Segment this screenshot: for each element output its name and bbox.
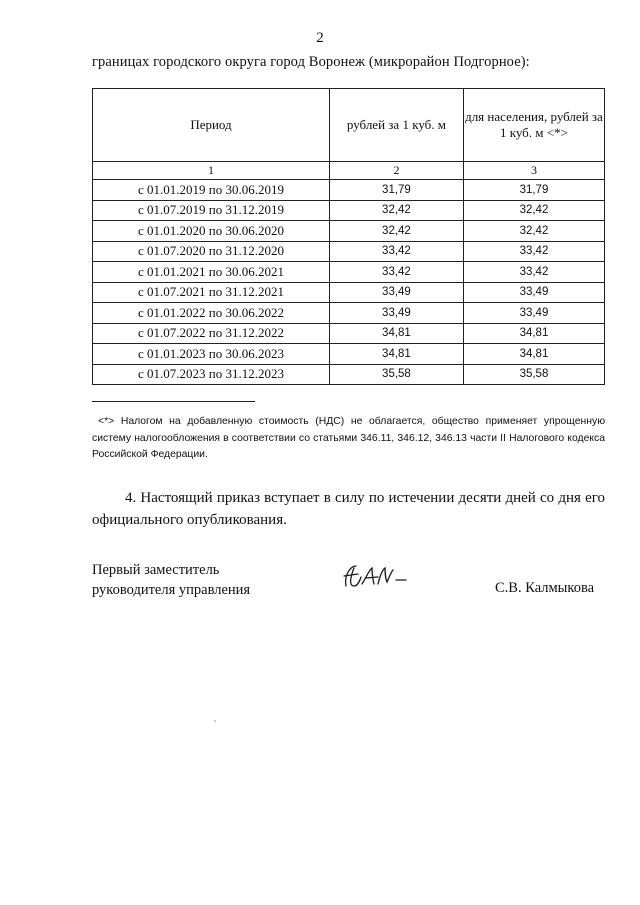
column-number-row (93, 162, 605, 180)
population-rate-cell: 32,42 (463, 200, 604, 221)
scan-speck (214, 720, 216, 722)
signer-title (92, 561, 250, 600)
period-cell: с 01.01.2023 по 30.06.2023 (93, 344, 330, 365)
signer-title-line: руководителя управления (92, 581, 251, 598)
signer-name: С.В. Калмыкова (495, 580, 595, 596)
handwritten-signature (336, 560, 416, 594)
population-rate-cell: 31,79 (463, 180, 604, 201)
order-paragraph: 4. Настоящий приказ вступает в силу по истечении десяти дней со дня его официального опубликования. (92, 490, 605, 528)
signer-title-line: Первый заместитель (92, 562, 220, 578)
rate-cell: 31,79 (329, 180, 463, 201)
period-cell: с 01.01.2021 по 30.06.2021 (93, 262, 330, 283)
period-cell: с 01.01.2020 по 30.06.2020 (93, 221, 330, 242)
period-cell: с 01.07.2023 по 31.12.2023 (93, 364, 330, 385)
table-row (93, 364, 605, 385)
page-number: 2 (316, 30, 324, 46)
rate-cell: 34,81 (329, 344, 463, 365)
period-cell: с 01.07.2021 по 31.12.2021 (93, 282, 330, 303)
period-cell: с 01.01.2022 по 30.06.2022 (93, 303, 330, 324)
population-rate-cell: 32,42 (463, 221, 604, 242)
period-cell: с 01.07.2022 по 31.12.2022 (93, 323, 330, 344)
population-rate-cell: 35,58 (463, 364, 604, 385)
header-population-rate: для населения, рублей за 1 куб. м <*> (463, 89, 604, 162)
rate-cell: 33,49 (329, 303, 463, 324)
rate-cell: 35,58 (329, 364, 463, 385)
table-header-row (93, 89, 605, 162)
population-rate-cell: 33,49 (463, 303, 604, 324)
table-row (93, 180, 605, 201)
population-rate-cell: 33,49 (463, 282, 604, 303)
table-row (93, 303, 605, 324)
table-row (93, 323, 605, 344)
column-number: 2 (329, 162, 463, 180)
table-row (93, 344, 605, 365)
rate-cell: 33,42 (329, 262, 463, 283)
header-period: Период (93, 89, 330, 162)
period-cell: с 01.07.2020 по 31.12.2020 (93, 241, 330, 262)
population-rate-cell: 34,81 (463, 344, 604, 365)
table-row (93, 200, 605, 221)
rate-cell: 32,42 (329, 221, 463, 242)
footnote: <*> Налогом на добавленную стоимость (НДС) не облагается, общество применяет упрощенную систему налогообложения в соответствии со статьями 346.11, 346.12, 346.13 части II Налогового кодекса Российской Федерации. (92, 416, 605, 460)
table-row (93, 262, 605, 283)
header-rate: рублей за 1 куб. м (329, 89, 463, 162)
footnote-divider (92, 401, 255, 402)
table-row (93, 221, 605, 242)
table-row (93, 282, 605, 303)
rate-cell: 33,42 (329, 241, 463, 262)
rate-cell: 34,81 (329, 323, 463, 344)
period-cell: с 01.01.2019 по 30.06.2019 (93, 180, 330, 201)
population-rate-cell: 33,42 (463, 241, 604, 262)
column-number: 3 (463, 162, 604, 180)
rate-cell: 32,42 (329, 200, 463, 221)
population-rate-cell: 33,42 (463, 262, 604, 283)
period-cell: с 01.07.2019 по 31.12.2019 (93, 200, 330, 221)
tariff-table (92, 88, 605, 385)
intro-text: границах городского округа город Воронеж (микрорайон Подгорное): (92, 54, 530, 70)
table-row (93, 241, 605, 262)
population-rate-cell: 34,81 (463, 323, 604, 344)
rate-cell: 33,49 (329, 282, 463, 303)
column-number: 1 (93, 162, 330, 180)
